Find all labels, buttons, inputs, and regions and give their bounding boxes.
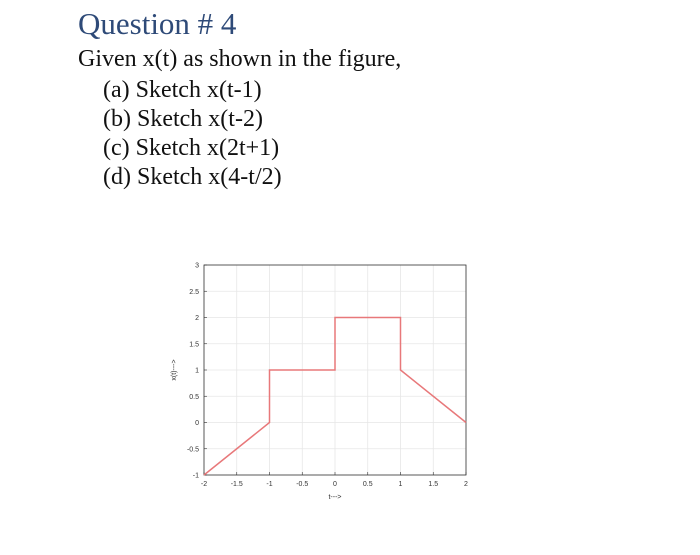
y-tick-label: -1 xyxy=(192,472,199,480)
x-tick-label: -1 xyxy=(266,481,273,488)
signal-plot xyxy=(160,255,490,505)
y-tick-label: 3 xyxy=(195,262,199,270)
x-tick-label: 2 xyxy=(464,481,468,488)
question-parts xyxy=(103,76,282,192)
part-b: (b) Sketch x(t-2) xyxy=(103,106,263,132)
y-tick-label: 0 xyxy=(195,420,199,427)
question-title: Question # 4 xyxy=(78,6,237,41)
x-tick-label: -0.5 xyxy=(296,481,309,488)
y-tick-label: 2.5 xyxy=(189,288,199,296)
x-tick-label: 1 xyxy=(398,481,403,488)
part-c: (c) Sketch x(2t+1) xyxy=(103,135,280,161)
x-tick-label: 0.5 xyxy=(362,481,373,488)
y-tick-label: 1.5 xyxy=(189,341,199,349)
y-tick-label: -0.5 xyxy=(186,446,199,454)
x-tick-label: 1.5 xyxy=(428,481,439,488)
x-tick-label: -2 xyxy=(200,481,208,488)
y-tick-label: 2 xyxy=(195,315,199,322)
y-tick-label: 1 xyxy=(195,367,199,375)
part-a: (a) Sketch x(t-1) xyxy=(103,77,262,103)
question-intro: Given x(t) as shown in the figure, xyxy=(78,46,402,72)
y-axis-label: x(t)---> xyxy=(171,359,178,381)
x-tick-label: 0 xyxy=(333,481,337,488)
part-d: (d) Sketch x(4-t/2) xyxy=(103,164,282,190)
x-tick-label: -1.5 xyxy=(230,481,243,488)
x-axis-label: t---> xyxy=(328,494,342,501)
y-tick-label: 0.5 xyxy=(189,393,199,401)
